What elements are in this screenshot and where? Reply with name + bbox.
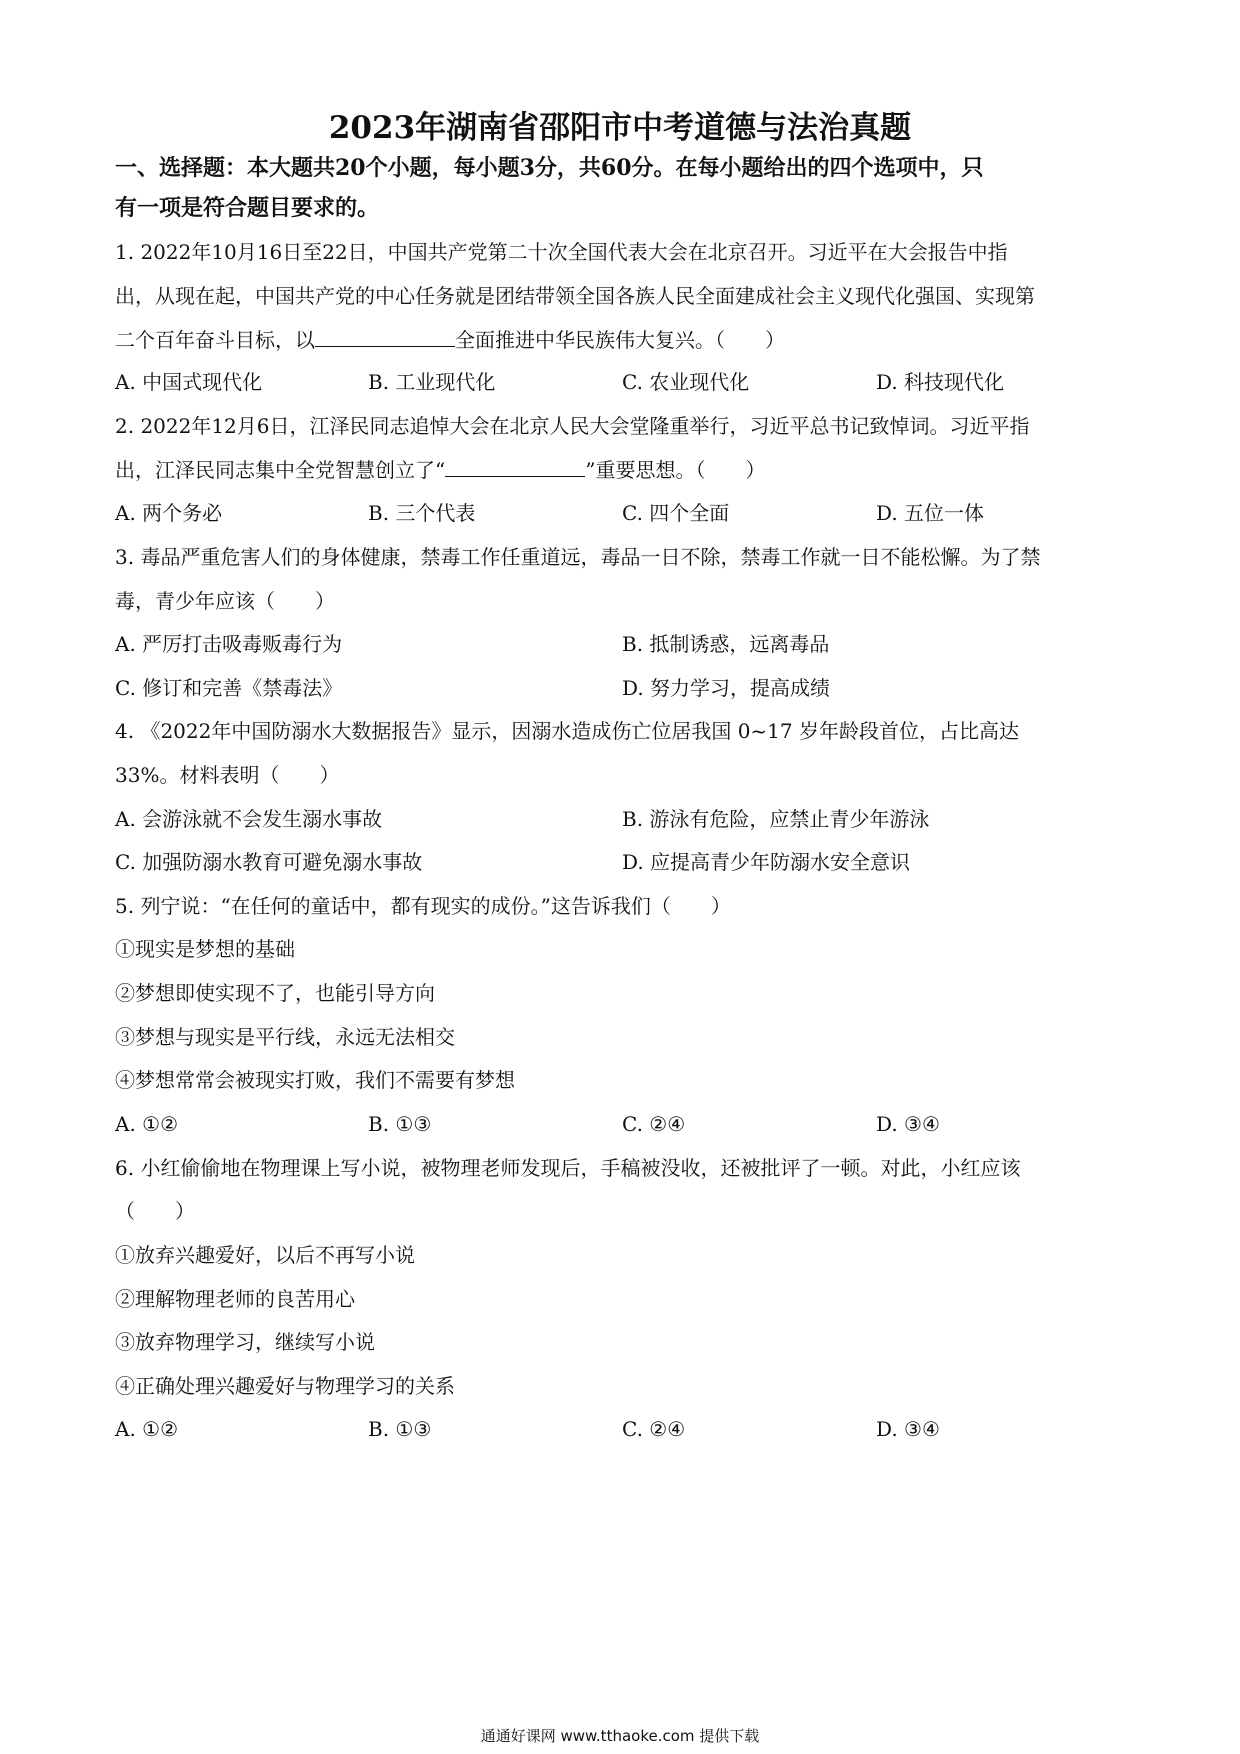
q3-stem-line1: 3. 毒品严重危害人们的身体健康，禁毒工作任重道远，毒品一日不除，禁毒工作就一日不能松懈。为了禁 [115,545,1041,569]
q1-stem-line3 [115,325,1135,355]
q4-option-b: B. 游泳有危险，应禁止青少年游泳 [622,807,930,831]
q4-stem-line1: 4. 《2022年中国防溺水大数据报告》显示，因溺水造成伤亡位居我国 0~17 岁年龄段首位，占比高达 [115,719,1019,743]
q2-answer-blank [445,456,585,477]
q5-statement-3: ③梦想与现实是平行线，永远无法相交 [115,1025,455,1049]
section-header-line2: 有一项是符合题目要求的。 [115,195,380,221]
q1-stem-line1: 1. 2022年10月16日至22日，中国共产党第二十次全国代表大会在北京召开。习近平在大会报告中指 [115,240,1008,264]
q1-answer-blank [315,326,455,347]
page-title: 2023年湖南省邵阳市中考道德与法治真题 [328,110,912,146]
q5-option-b: B. ①③ [368,1112,432,1136]
q5-statement-2: ②梦想即使实现不了，也能引导方向 [115,981,435,1005]
q4-option-d: D. 应提高青少年防溺水安全意识 [622,850,911,874]
q1-stem-text-after-blank: 全面推进中华民族伟大复兴。（ ） [455,328,785,352]
section-header-line1: 一、选择题：本大题共20个小题，每小题3分，共60分。在每小题给出的四个选项中，只 [115,155,984,181]
q2-option-b: B. 三个代表 [368,501,476,525]
q1-option-b: B. 工业现代化 [368,370,496,394]
q5-option-d: D. ③④ [876,1112,940,1136]
q2-stem-line2 [115,455,1135,485]
q3-option-c: C. 修订和完善《禁毒法》 [115,676,343,700]
q2-option-d: D. 五位一体 [876,501,985,525]
q6-statement-4: ④正确处理兴趣爱好与物理学习的关系 [115,1374,455,1398]
q5-option-c: C. ②④ [622,1112,686,1136]
q4-stem-line2: 33%。材料表明（ ） [115,763,340,787]
q2-option-a: A. 两个务必 [115,501,223,525]
q5-option-a: A. ①② [115,1112,179,1136]
q1-option-c: C. 农业现代化 [622,370,750,394]
q6-stem-line1: 6. 小红偷偷地在物理课上写小说，被物理老师发现后，手稿被没收，还被批评了一顿。对此，小红应该 [115,1156,1021,1180]
q6-option-a: A. ①② [115,1417,179,1441]
q1-option-a: A. 中国式现代化 [115,370,263,394]
q1-stem-text-before-blank: 二个百年奋斗目标，以 [115,328,315,352]
q1-stem-line2: 出，从现在起，中国共产党的中心任务就是团结带领全国各族人民全面建成社会主义现代化强国、实现第 [115,284,1035,308]
q3-option-d: D. 努力学习，提高成绩 [622,676,831,700]
q2-stem-text-before-blank: 出，江泽民同志集中全党智慧创立了“ [115,458,446,482]
q4-option-c: C. 加强防溺水教育可避免溺水事故 [115,850,423,874]
q5-stem-line1: 5. 列宁说：“在任何的童话中，都有现实的成份。”这告诉我们（ ） [115,894,731,918]
q3-stem-line2: 毒，青少年应该（ ） [115,589,335,613]
q6-option-c: C. ②④ [622,1417,686,1441]
q3-option-b: B. 抵制诱惑，远离毒品 [622,632,830,656]
q6-statement-2: ②理解物理老师的良苦用心 [115,1287,355,1311]
q2-stem-text-after-blank: ”重要思想。（ ） [585,458,766,482]
q2-stem-line1: 2. 2022年12月6日，江泽民同志追悼大会在北京人民大会堂隆重举行，习近平总书记致悼词。习近平指 [115,414,1030,438]
q2-option-c: C. 四个全面 [622,501,730,525]
q3-option-a: A. 严厉打击吸毒贩毒行为 [115,632,343,656]
q5-statement-1: ①现实是梦想的基础 [115,937,295,961]
q6-option-b: B. ①③ [368,1417,432,1441]
page-footer: 通通好课网 www.tthaoke.com 提供下载 [480,1727,760,1745]
q1-option-d: D. 科技现代化 [876,370,1005,394]
q5-statement-4: ④梦想常常会被现实打败，我们不需要有梦想 [115,1068,515,1092]
q6-statement-3: ③放弃物理学习，继续写小说 [115,1330,375,1354]
q4-option-a: A. 会游泳就不会发生溺水事故 [115,807,383,831]
q6-option-d: D. ③④ [876,1417,940,1441]
q6-stem-line2: （ ） [115,1199,195,1223]
q6-statement-1: ①放弃兴趣爱好，以后不再写小说 [115,1243,415,1267]
